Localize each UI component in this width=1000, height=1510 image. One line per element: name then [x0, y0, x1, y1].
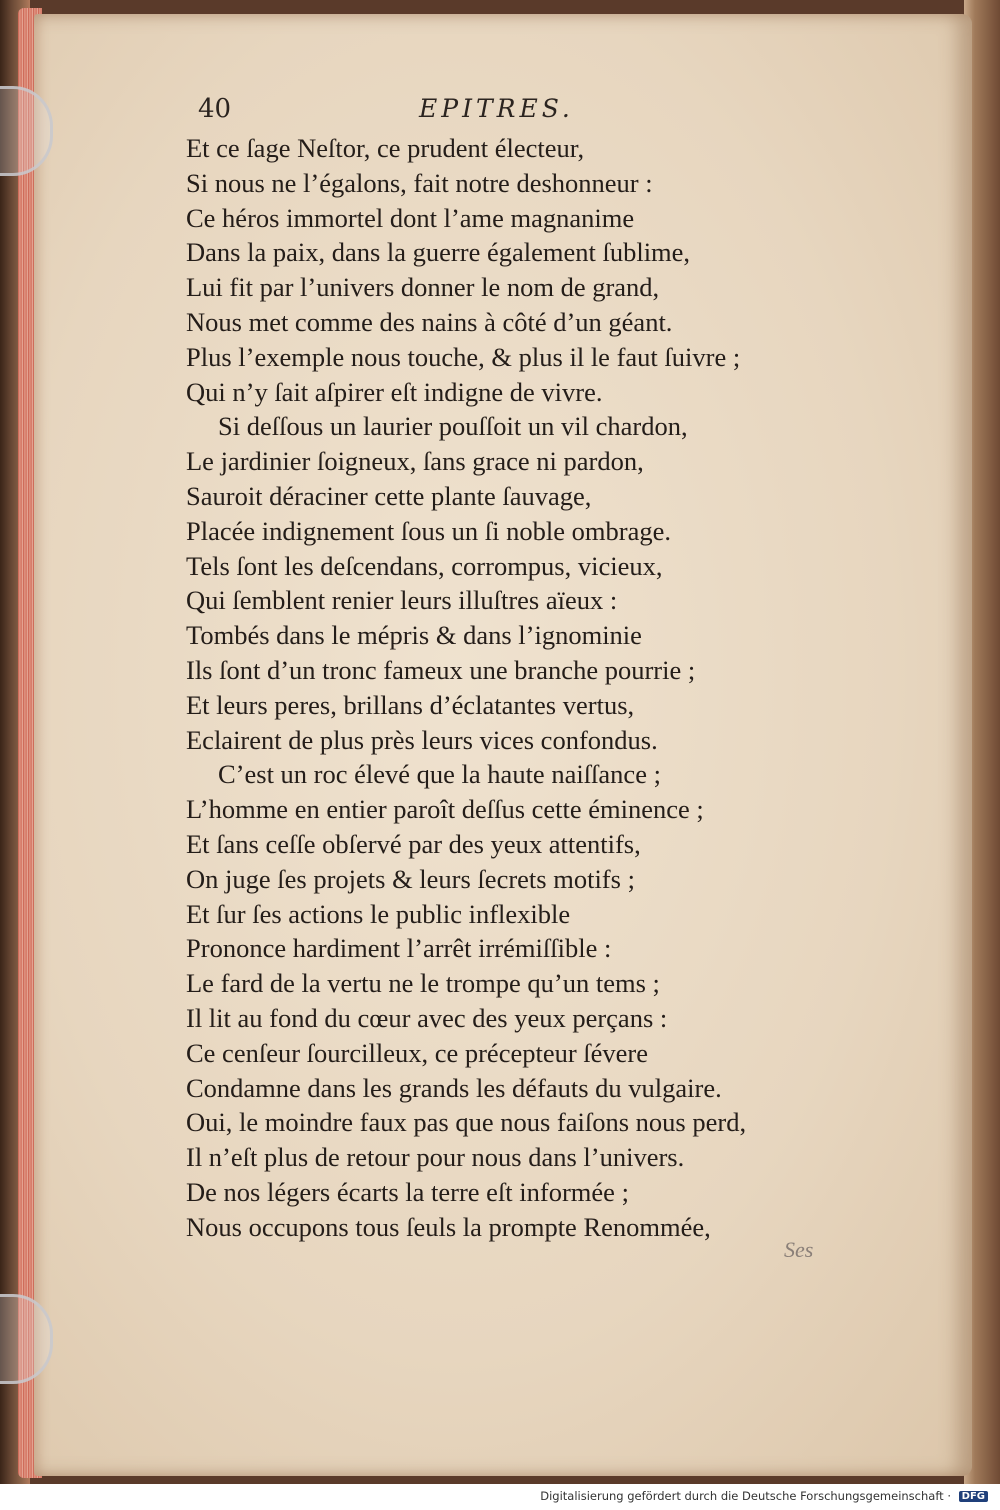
- verse-line: Le jardinier ſoigneux, ſans grace ni pardon,: [186, 446, 644, 477]
- verse-line: C’est un roc élevé que la haute naiſſance ;: [218, 759, 661, 790]
- footer-credit: [540, 1489, 988, 1503]
- verse-line: Dans la paix, dans la guerre également ſublime,: [186, 237, 691, 268]
- verse-line: Ce cenſeur ſourcilleux, ce précepteur ſévere: [186, 1037, 649, 1068]
- verse-line: Le fard de la vertu ne le trompe qu’un tems ;: [186, 968, 660, 999]
- verse-line: Tombés dans le mépris & dans l’ignominie: [186, 620, 642, 651]
- verse-line: On juge ſes projets & leurs ſecrets motifs ;: [186, 863, 635, 894]
- verse-line: Sauroit déraciner cette plante ſauvage,: [186, 480, 592, 511]
- verse-block: [186, 131, 806, 1245]
- verse-line: L’homme en entier paroît deſſus cette éminence ;: [186, 794, 704, 825]
- verse-line: Nous met comme des nains à côté d’un géant.: [186, 306, 673, 337]
- verse-line: Nous occupons tous ſeuls la prompte Renommée,: [186, 1211, 711, 1242]
- verse-line: Et ſur ſes actions le public inflexible: [186, 898, 571, 929]
- verse-line: Et ce ſage Neſtor, ce prudent électeur,: [186, 133, 585, 163]
- verse-line: Qui n’y ſait aſpirer eſt indigne de vivre.: [186, 376, 603, 407]
- verse-line: Ils ſont d’un tronc fameux une branche pourrie ;: [186, 654, 696, 685]
- verse-line: Et ſans ceſſe obſervé par des yeux attentifs,: [186, 828, 641, 859]
- verse-line: Placée indignement ſous un ſi noble ombrage.: [186, 515, 671, 546]
- verse-line: Lui fit par l’univers donner le nom de grand,: [186, 272, 660, 303]
- verse-line: Ce héros immortel dont l’ame magnanime: [186, 202, 635, 233]
- verse-line: Il lit au fond du cœur avec des yeux perçans :: [186, 1002, 668, 1033]
- verse-line: Condamne dans les grands les défauts du vulgaire.: [186, 1072, 722, 1103]
- verse-line: Prononce hardiment l’arrêt irrémiſſible :: [186, 933, 612, 964]
- footer-bar: [0, 1484, 1000, 1510]
- catchword: Ses: [784, 1237, 814, 1262]
- verse-line: Qui ſemblent renier leurs illuſtres aïeux :: [186, 585, 618, 616]
- verse-line: Plus l’exemple nous touche, & plus il le faut ſuivre ;: [186, 341, 741, 372]
- funding-credit-text: Digitalisierung gefördert durch die Deutsche Forschungsgemeinschaft ·: [540, 1489, 951, 1503]
- verse-line: Si deſſous un laurier pouſſoit un vil chardon,: [218, 411, 688, 442]
- verse-line: Tels ſont les deſcendans, corrompus, vicieux,: [186, 550, 663, 581]
- verse-line: De nos légers écarts la terre eſt informée ;: [186, 1176, 629, 1207]
- dfg-logo[interactable]: DFG: [959, 1491, 988, 1502]
- verse-line: Eclairent de plus près leurs vices confondus.: [186, 724, 658, 755]
- verse-line: Oui, le moindre faux pas que nous faiſons nous perd,: [186, 1107, 747, 1138]
- running-head: EPITRES.: [419, 94, 574, 123]
- verse-line: Si nous ne l’égalons, fait notre deshonneur :: [186, 167, 653, 198]
- page-number: 40: [198, 94, 232, 124]
- verse-line: Il n’eſt plus de retour pour nous dans l’univers.: [186, 1142, 685, 1173]
- verse-line: Et leurs peres, brillans d’éclatantes vertus,: [186, 689, 635, 720]
